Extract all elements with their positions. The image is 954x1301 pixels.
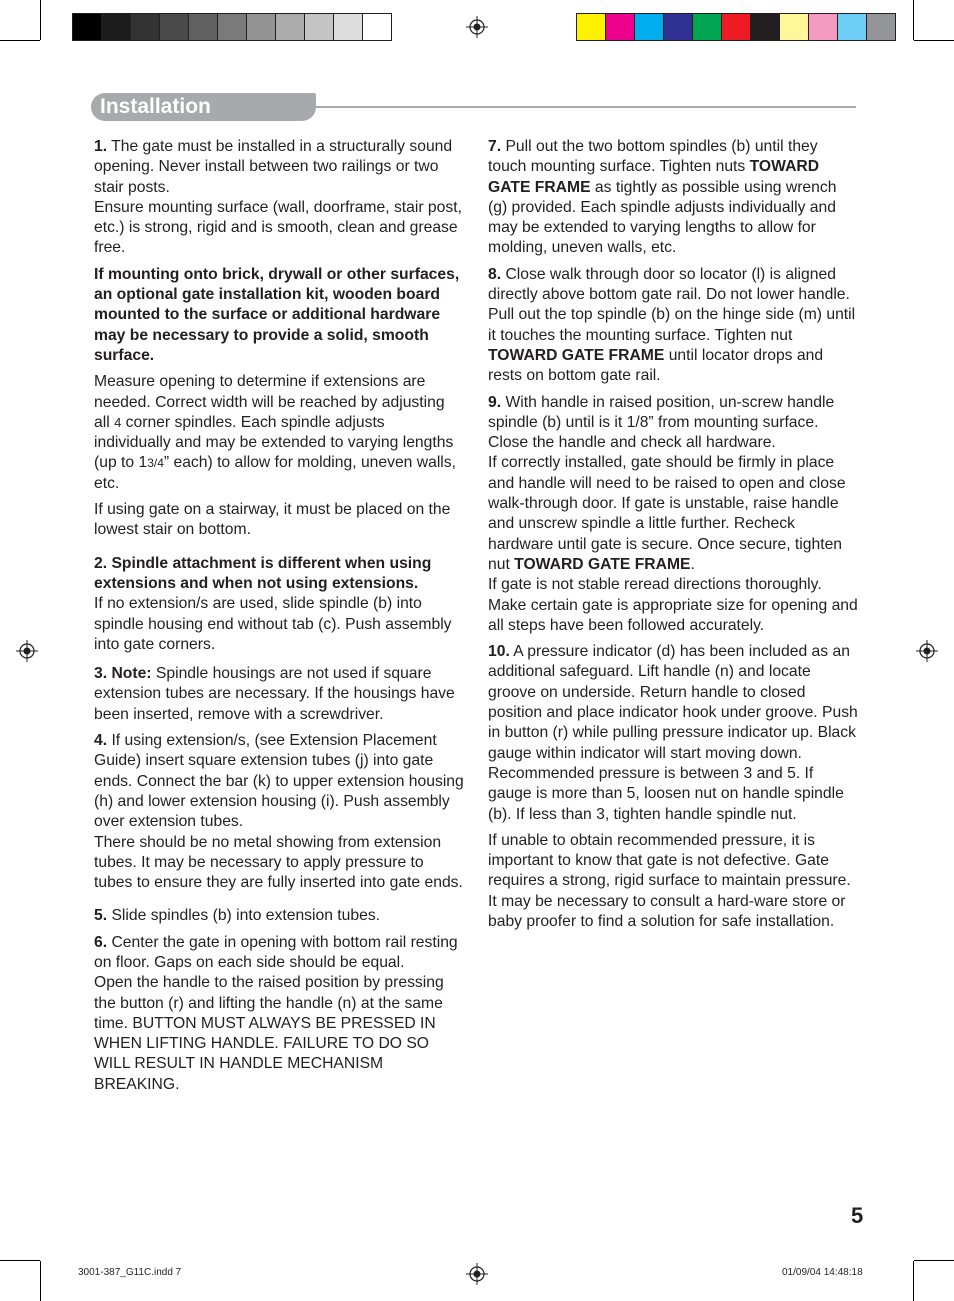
registration-mark-icon	[16, 640, 38, 662]
process-color-swatch	[808, 14, 837, 40]
step-text: If correctly installed, gate should be firmly in place and handle will need to be raised to open and close walk-through door. If gate is unstable, raise handle and unscrew spindle a little further. Recheck hardware until gate is secure. Once secure, tighten nut	[488, 454, 846, 573]
crop-mark	[40, 1261, 41, 1301]
step-7	[488, 137, 858, 259]
gray-swatch	[159, 14, 188, 40]
step-5	[94, 906, 464, 926]
slug-filename: 3001-387_G11C.indd 7	[78, 1267, 182, 1278]
process-color-swatch	[663, 14, 692, 40]
warning-text: If mounting onto brick, drywall or other surfaces, an optional gate installation kit, wooden board mounted to the surface or additional hardware may be necessary to provide a solid, smooth surface.	[94, 265, 460, 364]
step-4	[94, 731, 464, 893]
crop-mark	[40, 0, 41, 40]
step-text: A pressure indicator (d) has been included as an additional safeguard. Lift handle (n) and locate groove on underside. Return handle to closed position and place indicator hook under groove. Push in button (r) while pulling pressure indicator up. Black gauge within indicator will start moving down. Recommended pressure is between 3 and 5. If gauge is more than 5, loosen nut on handle spindle (b). If less than 3, tighten handle spindle nut.	[488, 643, 858, 823]
step-text: With handle in raised position, un-screw handle spindle (b) until is it 1/8” from mounting surface. Close the handle and check all hardware.	[488, 393, 835, 452]
step-2	[94, 554, 464, 655]
gray-swatch	[188, 14, 217, 40]
crop-mark	[914, 40, 954, 41]
process-color-swatch	[605, 14, 634, 40]
step-text: Pull out the two bottom spindles (b) until they touch mounting surface. Tighten nuts	[488, 138, 818, 176]
step-text: There should be no metal showing from extension tubes. It may be necessary to apply pressure to tubes to ensure they are fully inserted into gate ends.	[94, 833, 463, 892]
left-column	[94, 137, 464, 1101]
right-column	[488, 137, 858, 938]
step-text: until locator drops and rests on bottom gate rail.	[488, 346, 824, 385]
registration-mark-icon	[466, 16, 488, 38]
step-heading: 2. Spindle attachment is different when using extensions and when not using extensions.	[94, 554, 432, 592]
gray-swatch	[73, 14, 101, 40]
step-6	[94, 933, 464, 1095]
step-number: 4.	[94, 732, 108, 750]
grayscale-color-bar	[72, 13, 392, 41]
emphasis-text: TOWARD GATE FRAME	[488, 158, 820, 196]
gray-swatch	[362, 14, 391, 40]
step-3	[94, 664, 464, 725]
paragraph-text: 4	[114, 414, 122, 430]
measure-paragraph	[94, 372, 464, 494]
warning-note	[94, 265, 464, 366]
step-number: 6.	[94, 933, 108, 951]
registration-mark-icon	[466, 1263, 488, 1285]
paragraph-text: ” each) to allow for molding, uneven walls, etc.	[94, 454, 456, 492]
stairway-paragraph: If using gate on a stairway, it must be placed on the lowest stair on bottom.	[94, 501, 451, 539]
step-9	[488, 393, 858, 637]
step-number: 10.	[488, 643, 510, 661]
gray-swatch	[275, 14, 304, 40]
step-text: If no extension/s are used, slide spindle (b) into spindle housing end without tab (c). Push assembly into gate corners.	[94, 595, 452, 653]
gray-swatch	[217, 14, 246, 40]
step-10	[488, 642, 858, 825]
process-color-swatch	[779, 14, 808, 40]
step-text: Center the gate in opening with bottom rail resting on floor. Gaps on each side should be equal.	[94, 933, 458, 971]
crop-mark	[913, 1261, 914, 1301]
paragraph-text: Measure opening to determine if extensions are needed. Correct width will be reached by adjusting all	[94, 373, 445, 431]
process-color-swatch	[837, 14, 866, 40]
fraction-text: 3/4	[147, 456, 164, 471]
gray-swatch	[130, 14, 159, 40]
process-color-swatch	[721, 14, 750, 40]
crop-mark	[913, 0, 914, 40]
crop-mark	[0, 40, 40, 41]
paragraph-text: corner spindles. Each spindle adjusts individually and may be extended to varying lengths (up to 1	[94, 413, 454, 472]
step-text: .	[690, 555, 695, 573]
step-text: If using extension/s, (see Extension Placement Guide) insert square extension tubes (j) into gate ends. Connect the bar (k) to upper extension housing (h) and lower extension housing (i). Push assembly over extension tubes.	[94, 732, 464, 831]
slug-timestamp: 01/09/04 14:48:18	[782, 1267, 863, 1278]
step-text: If gate is not stable reread directions thoroughly. Make certain gate is appropriate size for opening and all steps have been followed accurately.	[488, 576, 858, 634]
crop-mark	[0, 1260, 40, 1261]
process-color-swatch	[577, 14, 605, 40]
step-text: The gate must be installed in a structurally sound opening. Never install between two railings or two stair posts.	[94, 138, 453, 196]
unable-paragraph: If unable to obtain recommended pressure, it is important to know that gate is not defective. Gate requires a strong, rigid surface to maintain pressure. It may be necessary to consult a hard-ware store or baby proofer to find a solution for safe installation.	[488, 831, 851, 930]
step-number: 9.	[488, 393, 502, 411]
step-number: 8.	[488, 265, 502, 283]
section-title: Installation	[91, 93, 316, 121]
gray-swatch	[101, 14, 130, 40]
process-color-swatch	[866, 14, 895, 40]
step-text: Slide spindles (b) into extension tubes.	[107, 907, 381, 925]
title-rule	[316, 106, 856, 108]
step-number: 5.	[94, 907, 108, 925]
process-color-swatch	[634, 14, 663, 40]
page-number: 5	[851, 1203, 864, 1228]
crop-mark	[914, 1260, 954, 1261]
step-1	[94, 137, 464, 259]
step-text: Close walk through door so locator (l) is aligned directly above bottom gate rail. Do not lower handle. Pull out the top spindle (b) on the hinge side (m) until it touches the mounting surface. Tighten nut	[488, 265, 856, 344]
process-color-swatch	[692, 14, 721, 40]
step-text: as tightly as possible using wrench (g) provided. Each spindle adjusts individually and may be extended to varying lengths to allow for molding, uneven walls, etc.	[488, 178, 837, 257]
registration-mark-icon	[916, 640, 938, 662]
step-text: Ensure mounting surface (wall, doorframe, stair post, etc.) is strong, rigid and is smooth, clean and grease free.	[94, 198, 462, 257]
step-text: Spindle housings are not used if square extension tubes are necessary. If the housings have been inserted, remove with a screwdriver.	[94, 665, 455, 723]
process-color-swatch	[750, 14, 779, 40]
emphasis-text: TOWARD GATE FRAME	[514, 555, 691, 573]
gray-swatch	[333, 14, 362, 40]
step-number: 7.	[488, 138, 502, 155]
step-text: Open the handle to the raised position by pressing the button (r) and lifting the handle (n) at the same time. BUTTON MUST ALWAYS BE PRESSED IN WHEN LIFTING HANDLE. FAILURE TO DO SO WILL RESULT IN HANDLE MECHANISM BREAKING.	[94, 974, 444, 1093]
process-color-bar	[576, 13, 896, 41]
gray-swatch	[304, 14, 333, 40]
gray-swatch	[246, 14, 275, 40]
step-heading: 3. Note:	[94, 665, 152, 683]
emphasis-text: TOWARD GATE FRAME	[488, 346, 665, 364]
step-number: 1.	[94, 138, 108, 155]
step-8	[488, 265, 858, 387]
